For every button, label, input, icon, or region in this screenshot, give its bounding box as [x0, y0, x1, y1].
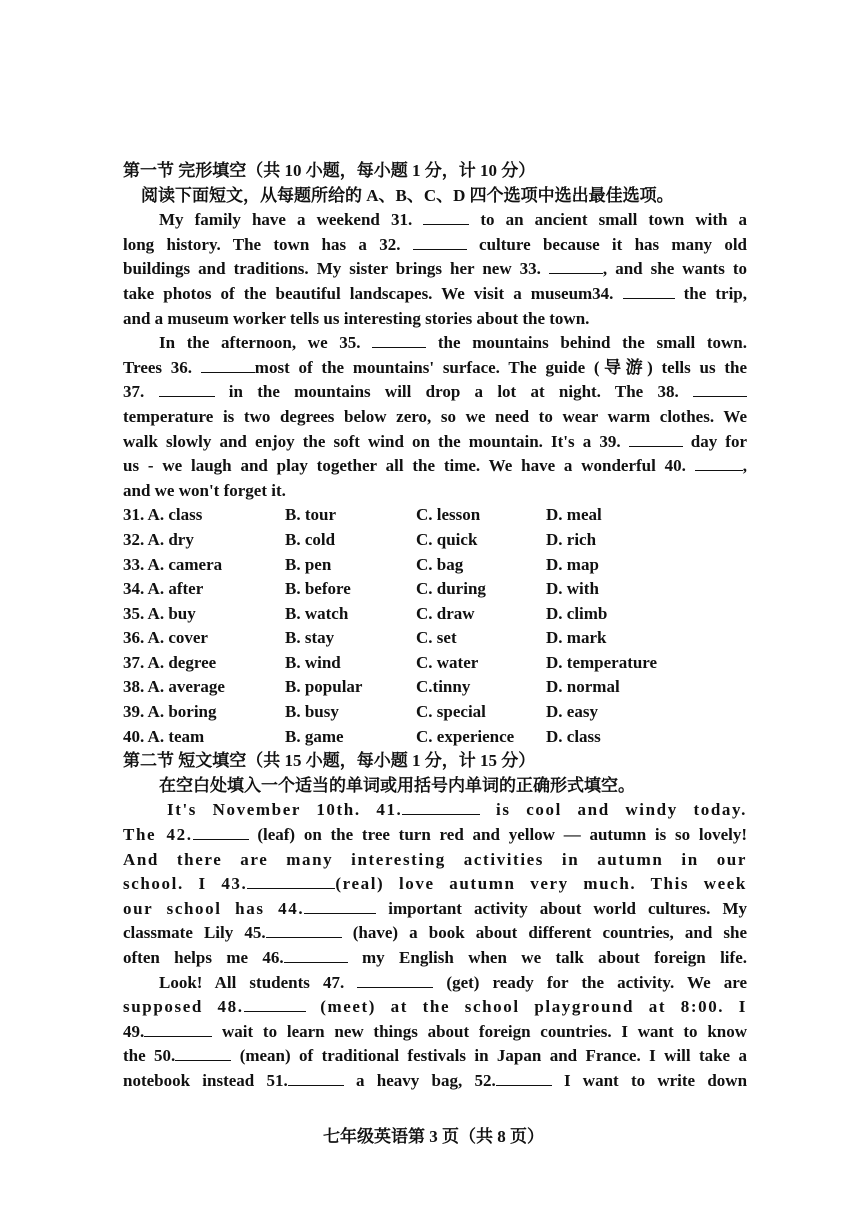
option-a: 35. A. buy [123, 603, 196, 623]
option-row-32 [123, 528, 747, 553]
option-row-40 [123, 725, 747, 750]
section2-heading: 第二节 短文填空（共 15 小题，每小题 1 分，计 15 分） [123, 751, 536, 771]
fill-paragraph-2 [123, 971, 747, 1094]
option-a: 34. A. after [123, 579, 204, 599]
blank-35 [372, 332, 426, 348]
blank-46 [284, 947, 348, 963]
option-d: D. class [546, 726, 601, 746]
option-row-35 [123, 602, 747, 627]
text-line: notebook instead 51. a heavy bag, 52. I want to write down [123, 1070, 748, 1090]
cloze-paragraph-2 [123, 331, 747, 503]
text-line: school. I 43. (real) love autumn very much. This week [123, 874, 747, 894]
blank-47 [357, 972, 433, 988]
option-c: C. special [416, 702, 486, 722]
option-a: 33. A. camera [123, 554, 223, 574]
text-line: Look! All students 47. (get) ready for the activity. We are [159, 972, 748, 992]
option-b: B. watch [285, 603, 349, 623]
text-line: us - we laugh and play together all the time. We have a wonderful 40. , [123, 456, 748, 476]
option-a: 32. A. dry [123, 529, 194, 549]
option-b: B. game [285, 726, 344, 746]
blank-44 [304, 898, 376, 914]
text-line: 49. wait to learn new things about foreign countries. I want to know [123, 1021, 748, 1041]
blank-43 [247, 873, 335, 889]
section2-instruction: 在空白处填入一个适当的单词或用括号内单词的正确形式填空。 [159, 775, 635, 795]
option-d: D. easy [546, 702, 598, 722]
text-line: walk slowly and enjoy the soft wind on the mountain. It's a 39. day for [123, 431, 748, 451]
text-line: supposed 48. (meet) at the school playground at 8:00. I [123, 997, 747, 1017]
option-c: C.tinny [416, 677, 471, 697]
blank-36 [201, 357, 255, 373]
option-d: D. temperature [546, 652, 658, 672]
option-c: C. experience [416, 726, 515, 746]
blank-45 [266, 922, 342, 938]
blank-40 [695, 455, 743, 471]
option-b: B. busy [285, 702, 339, 722]
option-row-36 [123, 626, 747, 651]
cloze-paragraph-1 [123, 208, 747, 331]
text-line: and a museum worker tells us interesting stories about the town. [123, 308, 590, 328]
blank-39 [629, 431, 683, 447]
blank-37 [159, 381, 215, 397]
option-d: D. climb [546, 603, 608, 623]
blank-48 [244, 996, 306, 1012]
blank-32 [413, 234, 467, 250]
option-b: B. before [285, 579, 351, 599]
blank-41 [402, 799, 480, 815]
blank-38 [693, 381, 747, 397]
blank-33 [549, 258, 603, 274]
option-row-34 [123, 577, 747, 602]
option-a: 40. A. team [123, 726, 205, 746]
option-a: 38. A. average [123, 677, 225, 697]
fill-paragraph-1 [123, 798, 747, 970]
text-line: Trees 36. most of the mountains' surface. The guide (导游) tells us the [123, 357, 747, 377]
option-row-39 [123, 700, 747, 725]
option-c: C. quick [416, 529, 478, 549]
text-line: temperature is two degrees below zero, so we need to wear warm clothes. We [123, 406, 747, 426]
text-line: long history. The town has a 32. culture because it has many old [123, 234, 748, 254]
option-a: 37. A. degree [123, 652, 217, 672]
option-c: C. water [416, 652, 479, 672]
option-d: D. normal [546, 677, 620, 697]
option-c: C. during [416, 579, 486, 599]
section1-heading: 第一节 完形填空（共 10 小题，每小题 1 分，计 10 分） [123, 161, 536, 180]
text-line: My family have a weekend 31. to an ancient small town with a [159, 210, 748, 230]
option-c: C. bag [416, 554, 464, 574]
options-table [123, 503, 747, 749]
blank-52 [496, 1070, 552, 1086]
blank-34 [623, 283, 675, 299]
option-b: B. tour [285, 505, 336, 525]
text-line: take photos of the beautiful landscapes. We visit a museum34. the trip, [123, 283, 748, 303]
text-line: The 42. (leaf) on the tree turn red and yellow — autumn is so lovely! [123, 825, 748, 845]
option-b: B. stay [285, 628, 335, 648]
option-a: 31. A. class [123, 505, 203, 525]
option-b: B. cold [285, 529, 336, 549]
option-d: D. meal [546, 505, 602, 525]
page-footer: 七年级英语第 3 页（共 8 页） [323, 1127, 544, 1146]
option-d: D. rich [546, 529, 597, 549]
option-c: C. draw [416, 603, 475, 623]
section1-instruction: 阅读下面短文，从每题所给的 A、B、C、D 四个选项中选出最佳选项。 [141, 185, 674, 205]
option-d: D. with [546, 579, 599, 599]
text-line: classmate Lily 45. (have) a book about different countries, and she [123, 923, 747, 943]
text-line: And there are many interesting activities in autumn in our [123, 849, 747, 869]
option-b: B. pen [285, 554, 332, 574]
option-a: 39. A. boring [123, 702, 217, 722]
blank-50 [175, 1045, 231, 1061]
option-row-37 [123, 651, 747, 676]
option-a: 36. A. cover [123, 628, 208, 648]
text-line: the 50. (mean) of traditional festivals in Japan and France. I will take a [123, 1046, 747, 1066]
option-row-31 [123, 503, 747, 528]
text-line: It's November 10th. 41. is cool and windy today. [167, 800, 747, 820]
blank-31 [423, 209, 469, 225]
option-d: D. mark [546, 628, 607, 648]
text-line: our school has 44. important activity about world cultures. My [123, 898, 747, 918]
blank-49 [144, 1021, 212, 1037]
option-d: D. map [546, 554, 599, 574]
option-c: C. lesson [416, 505, 481, 525]
option-b: B. wind [285, 652, 341, 672]
blank-51 [288, 1070, 344, 1086]
option-row-38 [123, 675, 747, 700]
text-line: and we won't forget it. [123, 480, 286, 500]
page-content [123, 159, 747, 1094]
option-c: C. set [416, 628, 457, 648]
option-row-33 [123, 553, 747, 578]
text-line: 37. in the mountains will drop a lot at night. The 38. [123, 380, 747, 405]
text-line: buildings and traditions. My sister brings her new 33. , and she wants to [123, 259, 748, 279]
blank-42 [193, 824, 249, 840]
text-line: In the afternoon, we 35. the mountains behind the small town. [159, 333, 747, 353]
text-line: often helps me 46. my English when we talk about foreign life. [123, 948, 747, 967]
option-b: B. popular [285, 677, 363, 697]
